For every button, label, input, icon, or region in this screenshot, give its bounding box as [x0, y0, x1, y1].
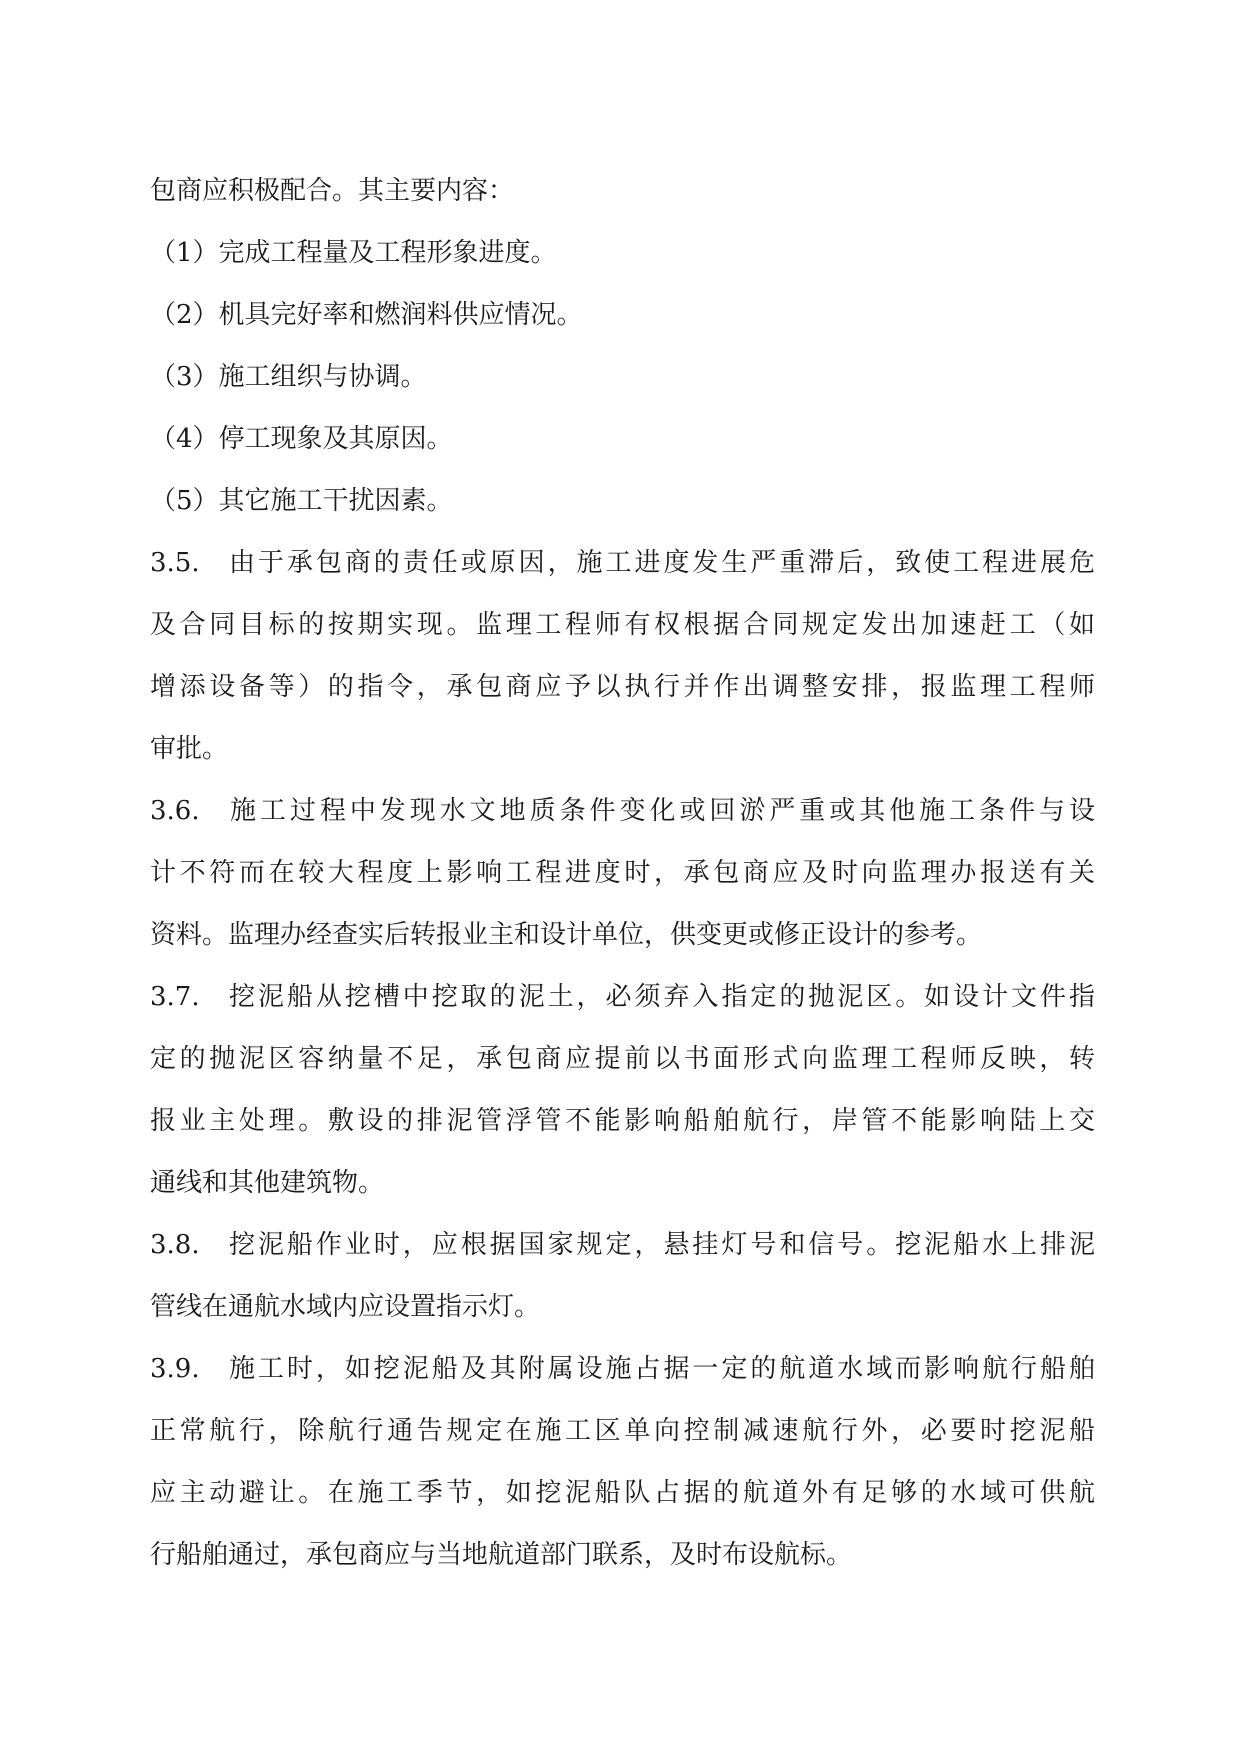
- section-3-5-text-1: 由于承包商的责任或原因，施工进度发生严重滞后，致使工程进展危: [226, 548, 1095, 578]
- section-3-9-line-3: 应主动避让。在施工季节，如挖泥船队占据的航道外有足够的水域可供航: [150, 1478, 1095, 1508]
- section-3-8-line-1: [150, 1228, 1095, 1262]
- section-3-7-line-4: 通线和其他建筑物。: [150, 1168, 385, 1198]
- section-3-6-line-3: 资料。监理办经查实后转报业主和设计单位，供变更或修正设计的参考。: [150, 920, 983, 950]
- intro-tail-line: 包商应积极配合。其主要内容：: [150, 176, 515, 206]
- section-3-9-line-4: 行船舶通过，承包商应与当地航道部门联系，及时布设航标。: [150, 1540, 853, 1570]
- section-3-7-line-2: 定的抛泥区容纳量不足，承包商应提前以书面形式向监理工程师反映，转: [150, 1044, 1095, 1074]
- section-3-9-line-2: 正常航行，除航行通告规定在施工区单向控制减速航行外，必要时挖泥船: [150, 1416, 1095, 1446]
- section-3-6-text-1: 施工过程中发现水文地质条件变化或回淤严重或其他施工条件与设: [226, 796, 1095, 826]
- list-item-3: （3）施工组织与协调。: [150, 362, 427, 392]
- section-3-9-line-1: [150, 1352, 1095, 1386]
- section-3-9-number: 3.9.: [150, 1354, 200, 1384]
- section-3-5-number: 3.5.: [150, 548, 200, 578]
- list-item-5: （5）其它施工干扰因素。: [150, 486, 453, 516]
- section-3-5-line-4: 审批。: [150, 734, 229, 764]
- section-3-5-line-3: 增添设备等）的指令，承包商应予以执行并作出调整安排，报监理工程师: [150, 672, 1095, 702]
- section-3-6-number: 3.6.: [150, 796, 200, 826]
- section-3-7-line-1: [150, 980, 1095, 1014]
- section-3-7-text-1: 挖泥船从挖槽中挖取的泥土，必须弃入指定的抛泥区。如设计文件指: [226, 982, 1095, 1012]
- section-3-8-number: 3.8.: [150, 1230, 200, 1260]
- section-3-9-text-1: 施工时，如挖泥船及其附属设施占据一定的航道水域而影响航行船舶: [226, 1354, 1095, 1384]
- list-item-4: （4）停工现象及其原因。: [150, 424, 453, 454]
- list-item-2: （2）机具完好率和燃润料供应情况。: [150, 300, 583, 330]
- list-item-1: （1）完成工程量及工程形象进度。: [150, 238, 557, 268]
- section-3-6-line-1: [150, 794, 1095, 828]
- section-3-7-line-3: 报业主处理。敷设的排泥管浮管不能影响船舶航行，岸管不能影响陆上交: [150, 1106, 1095, 1136]
- section-3-8-line-2: 管线在通航水域内应设置指示灯。: [150, 1292, 541, 1322]
- section-3-6-line-2: 计不符而在较大程度上影响工程进度时，承包商应及时向监理办报送有关: [150, 858, 1095, 888]
- section-3-8-text-1: 挖泥船作业时，应根据国家规定，悬挂灯号和信号。挖泥船水上排泥: [226, 1230, 1095, 1260]
- section-3-5-line-2: 及合同目标的按期实现。监理工程师有权根据合同规定发出加速赶工（如: [150, 610, 1095, 640]
- section-3-7-number: 3.7.: [150, 982, 200, 1012]
- section-3-5-line-1: [150, 546, 1095, 580]
